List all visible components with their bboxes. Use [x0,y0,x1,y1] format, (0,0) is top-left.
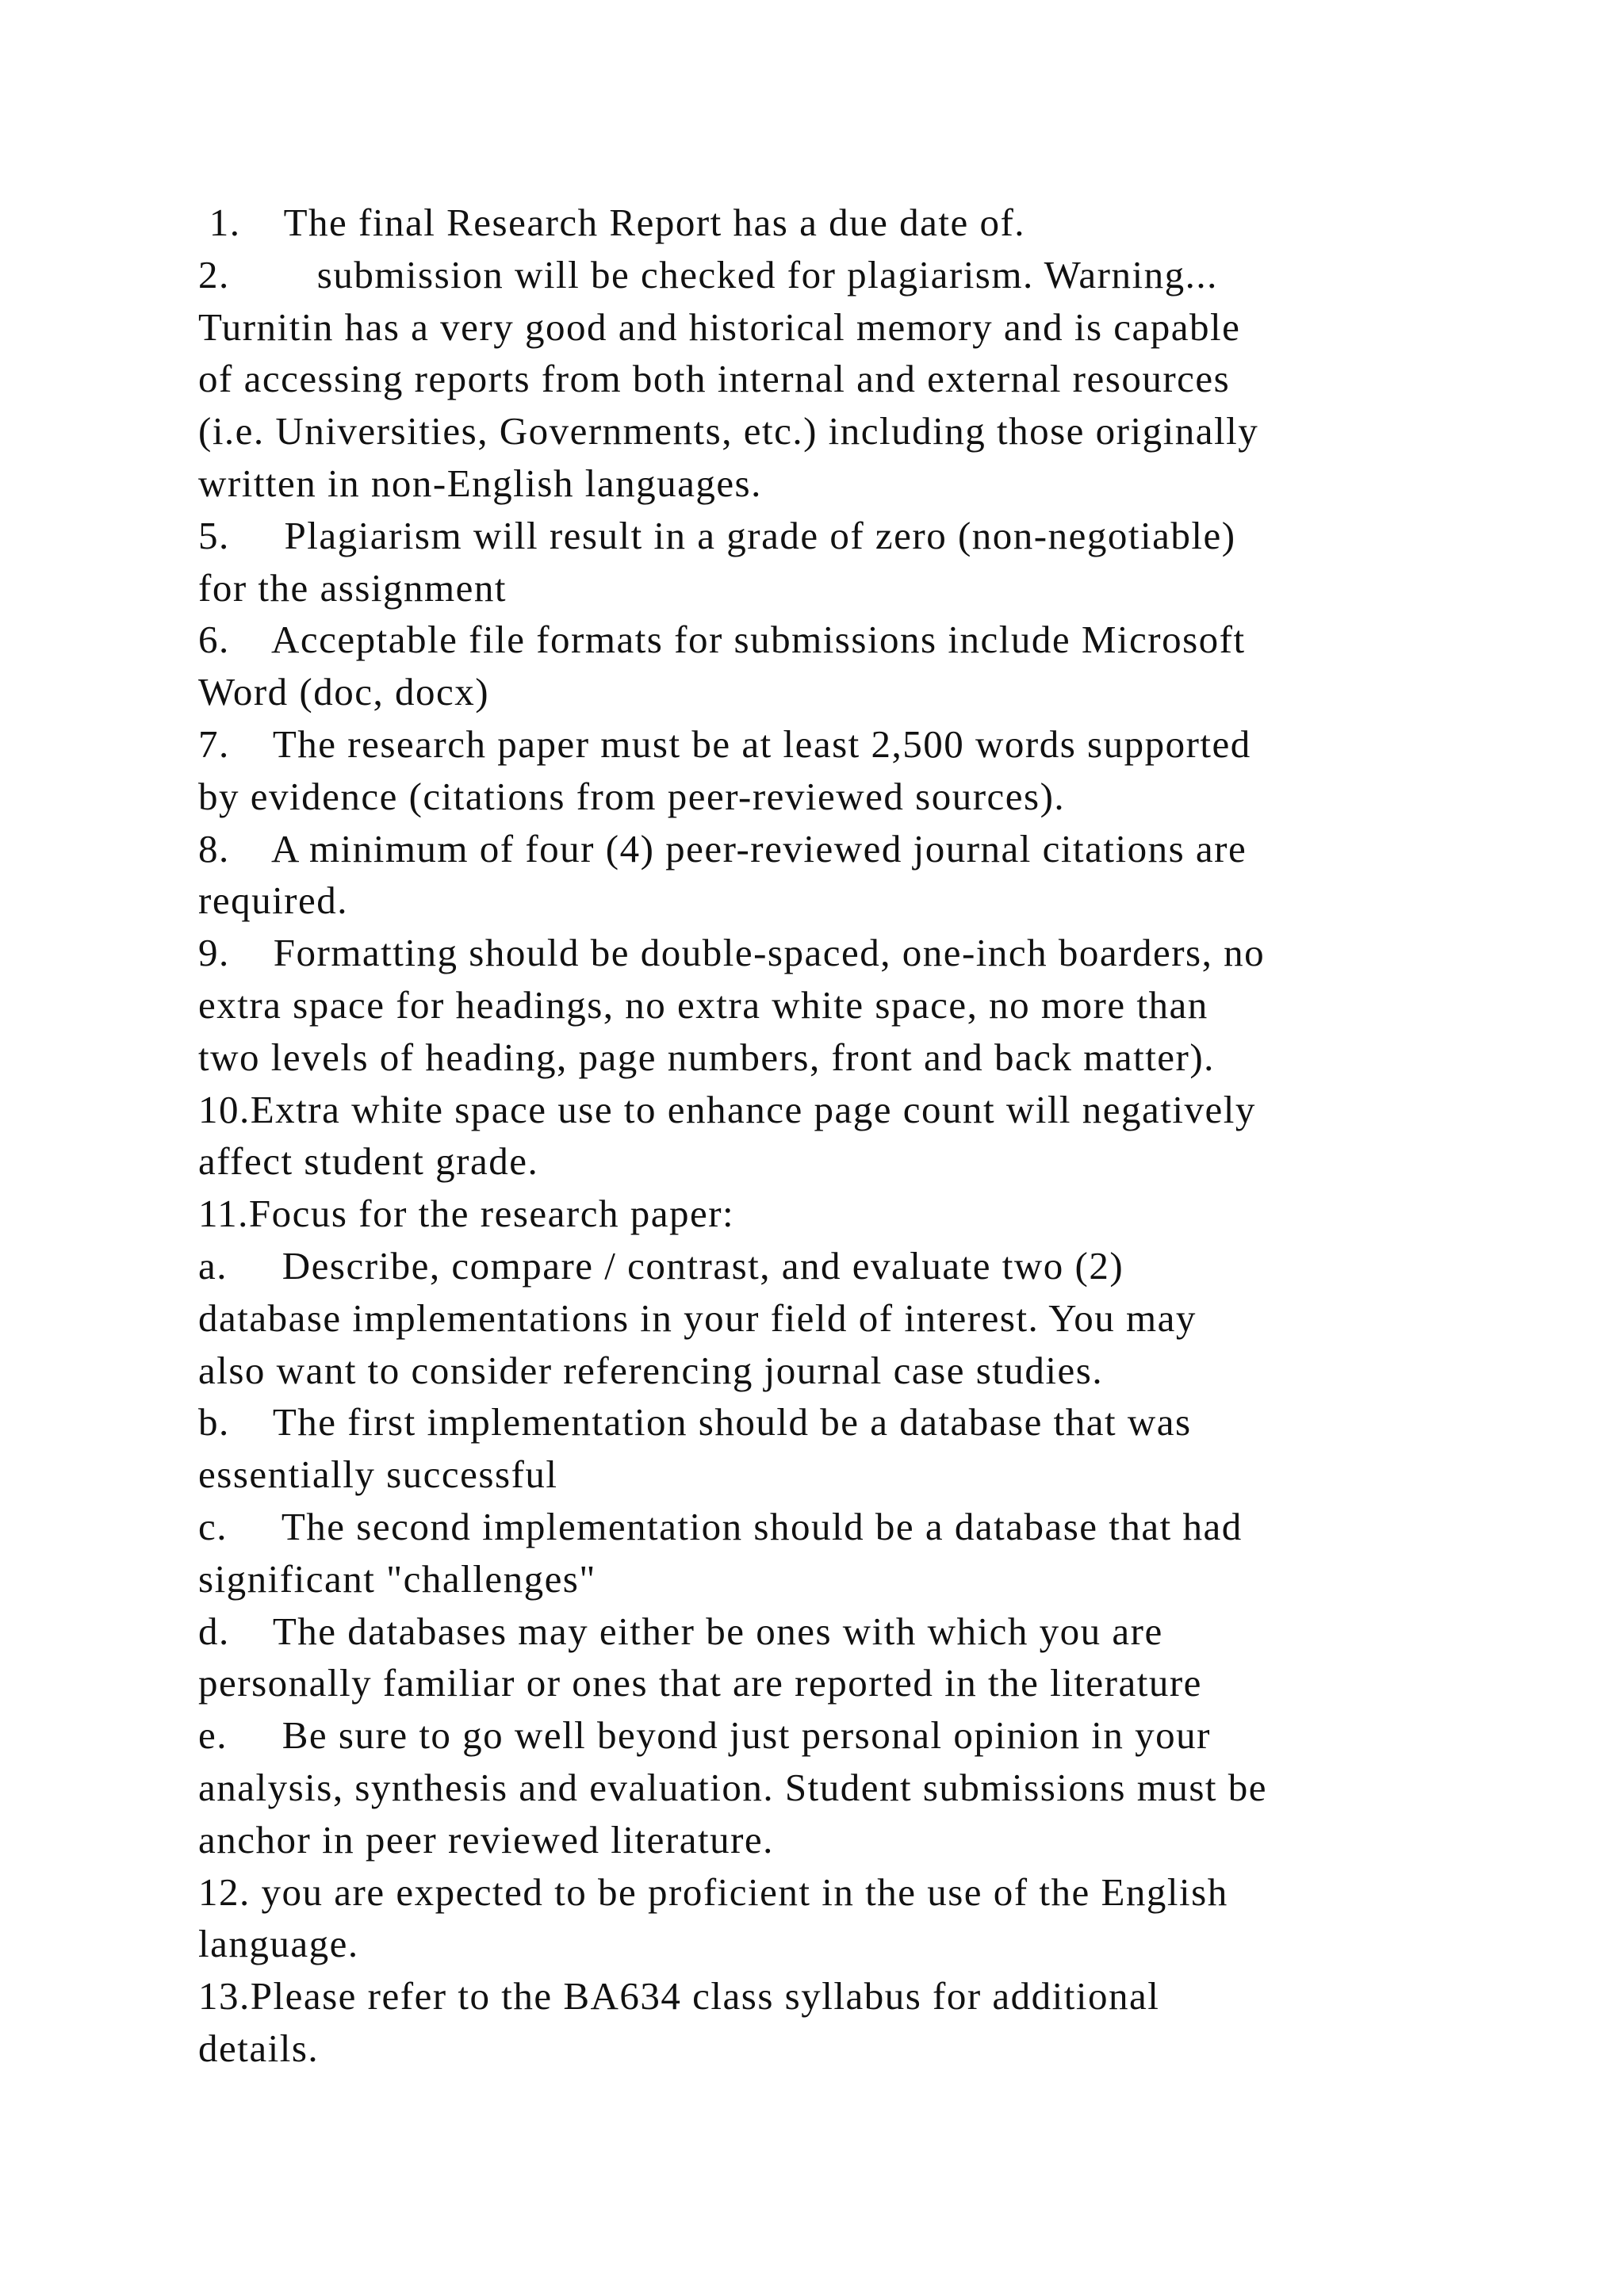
text-line: required. [198,878,348,923]
text-line: Word (doc, docx) [198,670,490,714]
text-line: a. Describe, compare / contrast, and evaluate two (2) [198,1243,1124,1288]
text-line: personally familiar or ones that are reported in the literature [198,1661,1202,1705]
text-line: 5. Plagiarism will result in a grade of zero (non-negotiable) [198,513,1236,557]
text-line: of accessing reports from both internal and external resources [198,357,1231,401]
text-line: 12. you are expected to be proficient in the use of the English [198,1869,1228,1914]
text-line: analysis, synthesis and evaluation. Student submissions must be [198,1765,1268,1809]
text-line: 10.Extra white space use to enhance page count will negatively [198,1087,1256,1131]
text-line: 2. submission will be checked for plagiarism. Warning... [198,252,1218,297]
text-line: details. [198,2026,320,2070]
text-line: essentially successful [198,1452,558,1497]
text-line: extra space for headings, no extra white space, no more than [198,982,1208,1027]
text-line: d. The databases may either be ones with which you are [198,1609,1163,1653]
text-line: (i.e. Universities, Governments, etc.) including those originally [198,409,1259,453]
text-line: 13.Please refer to the BA634 class syllabus for additional [198,1974,1160,2019]
text-line: for the assignment [198,565,507,610]
text-line: written in non-English languages. [198,461,762,505]
text-line: Turnitin has a very good and historical memory and is capable [198,304,1241,349]
text-line: 1. The final Research Report has a due date of. [198,201,1026,244]
text-line: significant "challenges" [198,1556,596,1601]
text-line: language. [198,1922,359,1966]
text-line: e. Be sure to go well beyond just personal opinion in your [198,1713,1211,1758]
text-line: 9. Formatting should be double-spaced, one-inch boarders, no [198,931,1266,975]
text-line: c. The second implementation should be a database that had [198,1504,1243,1548]
text-line: 11.Focus for the research paper: [198,1192,735,1236]
text-line: also want to consider referencing journal case studies. [198,1348,1104,1392]
text-line: anchor in peer reviewed literature. [198,1817,774,1862]
text-line: two levels of heading, page numbers, front and back matter). [198,1035,1215,1079]
text-line: affect student grade. [198,1139,539,1184]
text-line: 7. The research paper must be at least 2,500 words supported [198,721,1251,766]
text-line: 6. Acceptable file formats for submissions include Microsoft [198,618,1246,662]
text-line: by evidence (citations from peer-reviewed sources). [198,774,1066,818]
text-line: database implementations in your field of interest. You may [198,1295,1197,1340]
text-line: 8. A minimum of four (4) peer-reviewed journal citations are [198,826,1247,871]
text-line: b. The first implementation should be a database that was [198,1400,1192,1445]
document-body [198,197,1435,2075]
